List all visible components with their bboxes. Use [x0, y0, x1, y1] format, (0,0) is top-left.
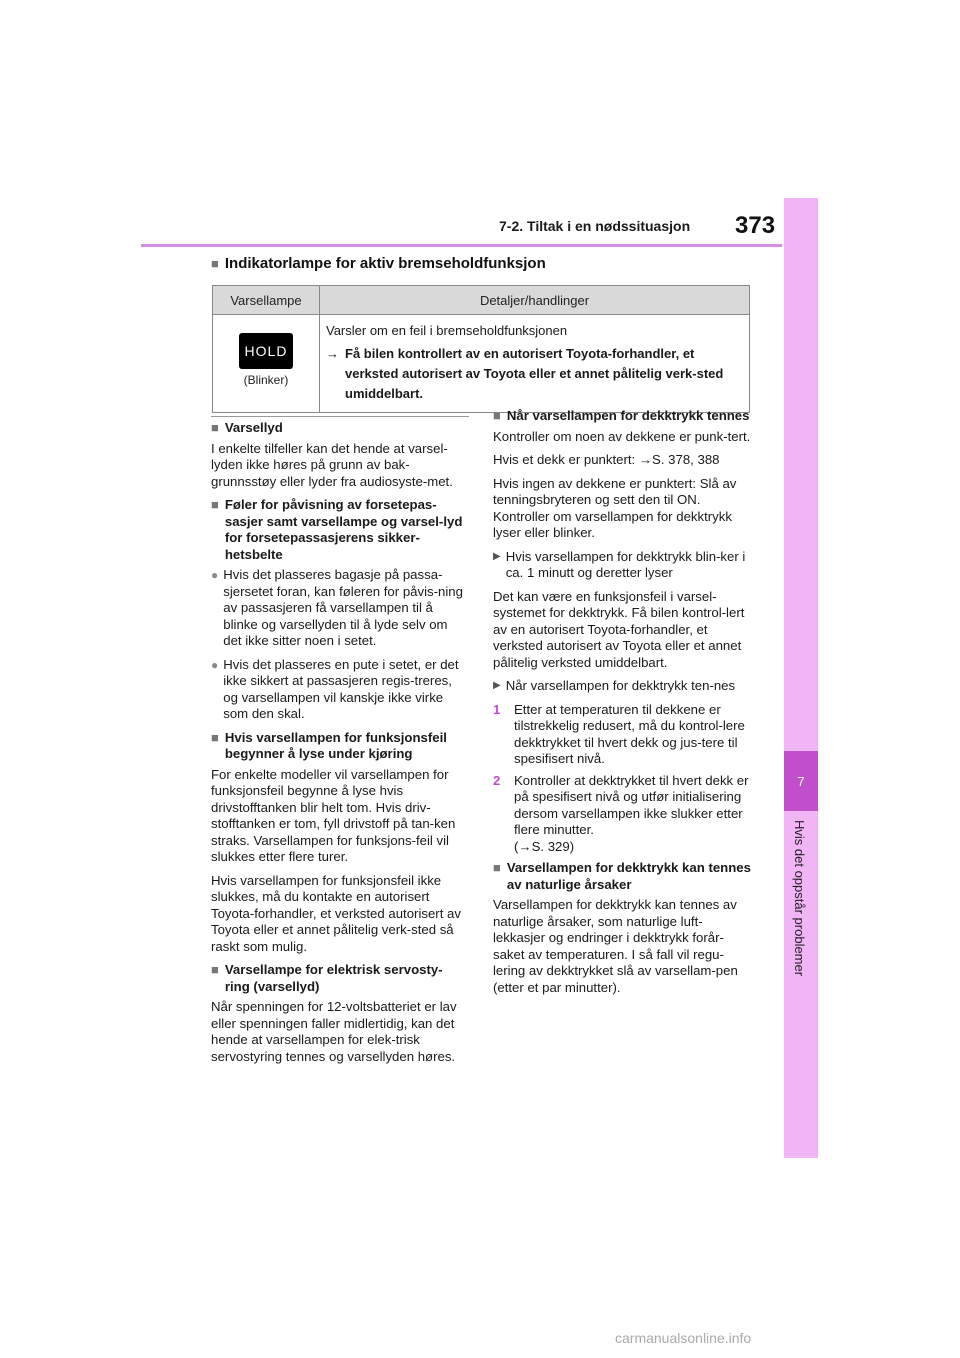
arrow-icon: → — [326, 346, 339, 361]
arrow-icon: → — [638, 452, 653, 467]
chapter-side-tab — [784, 198, 818, 1158]
section-heading — [211, 255, 546, 272]
detail-text: Varsler om en feil i bremseholdfunksjonen — [326, 323, 568, 338]
header-divider — [141, 244, 782, 247]
circle-bullet-icon: ● — [211, 568, 219, 582]
page-reference: S. 378, 388 — [652, 452, 720, 467]
step-number: 2 — [493, 772, 501, 788]
paragraph: I enkelte tilfeller kan det hende at varsel-lyden ikke høres på grunn av bak-grunnsstøy eller lyder fra audiosyste-met. — [211, 440, 453, 489]
chapter-title-vertical: Hvis det oppstår problemer — [792, 820, 807, 977]
square-bullet-icon: ■ — [211, 962, 219, 977]
step-number: 1 — [493, 701, 501, 717]
list-item — [493, 549, 753, 582]
heading-malfunction-lamp — [211, 730, 466, 763]
paragraph: For enkelte modeller vil varsellampen for funksjonsfeil begynne å lyse hvis drivstofftanken blir helt tom. Hvis driv-stofftanken er tom, fyll drivstoff på tan-ken straks. Varsellampen for funksjons-feil vil slukkes etter flere turer. — [211, 766, 456, 864]
detail-action-text: Få bilen kontrollert av en autorisert Toyota-forhandler, et verksted autorisert av Toyota eller et annet pålitelig verk-sted umiddelbart. — [345, 346, 724, 401]
column-divider — [211, 416, 469, 417]
watermark: carmanualsonline.info — [615, 1330, 752, 1346]
square-bullet-icon: ■ — [211, 256, 219, 271]
heading-text: Føler for påvisning av forsetepas-sasjer samt varsellampe og varsel-lyd for forsetepassasjerens sikker-hetsbelte — [224, 497, 463, 562]
step-text-with-ref: Kontroller at dekktrykket til hvert dekk er på spesifisert nivå og utfør initialisering dersom varsellampen ikke slukker etter flere minutter. (→S. 329) — [514, 772, 749, 854]
warning-lamp-table — [212, 285, 750, 413]
heading-varsellyd — [211, 420, 466, 437]
heading-text: Varsellampe for elektrisk servosty-ring (varsellyd) — [224, 962, 443, 994]
list-item-text: Når varsellampen for dekktrykk ten-nes — [505, 678, 736, 693]
list-item — [211, 567, 466, 650]
circle-bullet-icon: ● — [211, 657, 219, 672]
table-header-lamp: Varsellampe — [213, 286, 320, 315]
heading-text: Når varsellampen for dekktrykk tennes — [506, 408, 750, 423]
section-heading-text: Indikatorlampe for aktiv bremseholdfunksjon — [224, 255, 546, 272]
right-column — [493, 408, 753, 1003]
heading-text: Hvis varsellampen for funksjonsfeil begynner å lyse under kjøring — [224, 729, 447, 761]
hold-indicator-icon: HOLD — [239, 333, 293, 369]
paragraph: Når spenningen for 12-voltsbatteriet er lav eller spenningen faller midlertidig, kan det hende at varsellampen for elek-trisk servostyring tennes og varsellyden høres. — [211, 999, 457, 1064]
heading-tire-pressure — [493, 408, 753, 425]
heading-text: Varsellampen for dekktrykk kan tennes av naturlige årsaker — [506, 860, 751, 892]
numbered-step — [493, 773, 753, 856]
lamp-cell — [213, 315, 320, 413]
paragraph: Det kan være en funksjonsfeil i varsel-systemet for dekktrykk. Få bilen kontrol-lert av en autorisert Toyota-forhandler, et verksted autorisert av Toyota eller et annet pålitelig verksted umiddelbart. — [493, 588, 745, 670]
paragraph-with-ref — [493, 452, 753, 469]
heading-seat-sensor — [211, 497, 466, 563]
list-item-text: Hvis varsellampen for dekktrykk blin-ker i ca. 1 minutt og deretter lyser — [505, 548, 746, 580]
table-header-row — [213, 286, 750, 315]
detail-action — [326, 344, 743, 404]
details-cell — [320, 315, 750, 413]
list-item — [493, 678, 753, 695]
triangle-bullet-icon: ▶ — [493, 680, 501, 691]
paragraph: Varsellampen for dekktrykk kan tennes av naturlige årsaker, som naturlige luft-lekkasjer og endringer i dekktrykk forår-saket av temperaturen. I så fall vil regu-lering av dekktrykket slå av varsellam-pen (etter et par minutter). — [493, 897, 738, 995]
table-header-details: Detaljer/handlinger — [320, 286, 750, 315]
triangle-bullet-icon: ▶ — [493, 550, 501, 562]
paragraph: Kontroller om noen av dekkene er punk-tert. — [493, 428, 751, 444]
arrow-icon: → — [518, 838, 532, 854]
table-row — [213, 315, 750, 413]
left-column — [211, 420, 466, 1072]
paragraph-text: Hvis et dekk er punktert: — [493, 452, 639, 467]
page-number: 373 — [735, 212, 776, 239]
list-item — [211, 657, 466, 723]
step-text: Etter at temperaturen til dekkene er tilstrekkelig redusert, må du kontrol-lere dekktrykket til hvert dekk og jus-tere til spesifisert nivå. — [514, 701, 745, 766]
heading-natural-causes — [493, 860, 753, 893]
paragraph: Hvis ingen av dekkene er punktert: Slå av tenningsbryteren og sett den til ON. Kontroller om varsellampen for dekktrykk lyser eller blinker. — [493, 475, 737, 540]
list-item-text: Hvis det plasseres bagasje på passa-sjersetet foran, kan føleren for påvis-ning av passasjeren få varsellampen til å blinke og varsellyden til å lyde selv om det ikke sitter noen i setet. — [223, 567, 463, 648]
heading-text: Varsellyd — [224, 420, 283, 435]
blink-caption: (Blinker) — [243, 373, 289, 387]
square-bullet-icon: ■ — [211, 729, 219, 745]
square-bullet-icon: ■ — [493, 860, 501, 875]
square-bullet-icon: ■ — [211, 420, 219, 435]
chapter-number-badge: 7 — [784, 751, 818, 811]
square-bullet-icon: ■ — [211, 497, 219, 512]
step-text: Kontroller at dekktrykket til hvert dekk er på spesifisert nivå og utfør initialisering dersom varsellampen ikke slukker etter flere minutter. — [514, 772, 749, 837]
paragraph: Hvis varsellampen for funksjonsfeil ikke slukkes, må du kontakte en autorisert Toyota-forhandler, et verksted autorisert av Toyota eller et annet pålitelig verk-sted så raskt som mulig. — [211, 872, 461, 954]
chapter-section-title: 7-2. Tiltak i en nødssituasjon — [499, 218, 691, 234]
list-item-text: Hvis det plasseres en pute i setet, er det ikke sikkert at passasjeren regis-treres, og varsellampen vil kanskje ikke virke som den skal. — [223, 656, 459, 721]
page-reference: S. 329 — [531, 838, 570, 854]
heading-power-steering — [211, 962, 466, 995]
square-bullet-icon: ■ — [493, 408, 501, 423]
numbered-step — [493, 702, 753, 768]
